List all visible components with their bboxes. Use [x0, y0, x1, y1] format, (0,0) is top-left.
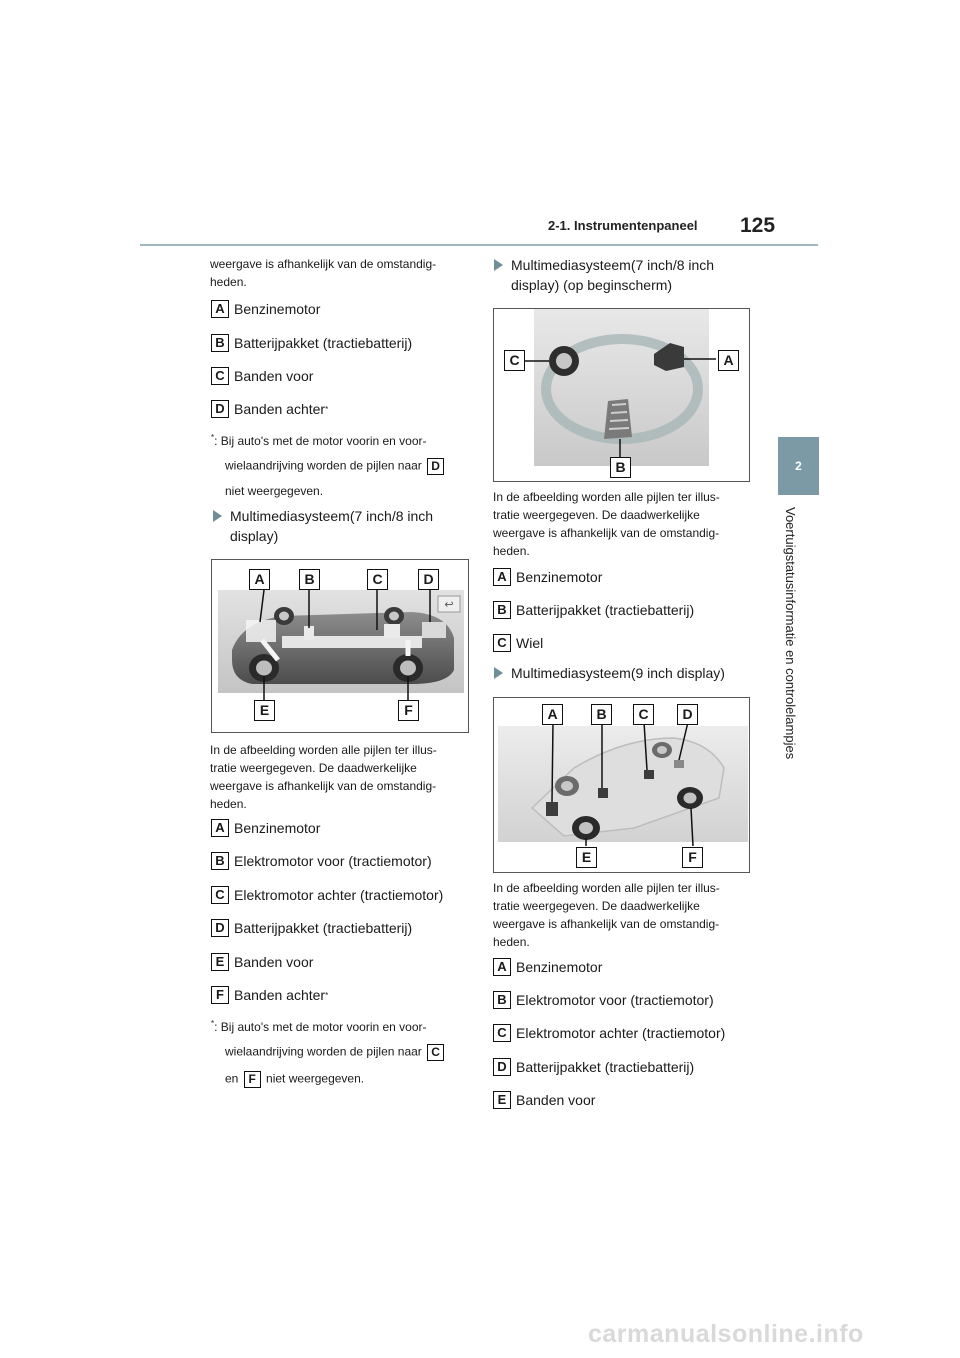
letter-label: D [211, 400, 229, 418]
footnote-star: * [211, 1019, 215, 1028]
list-item-text: Batterijpakket (tractiebatterij) [516, 602, 695, 618]
figure-home-screen [493, 308, 750, 482]
header-divider [140, 244, 818, 246]
list-item [493, 958, 602, 976]
footnote-text: wielaandrijving worden de pijlen naar [225, 1044, 422, 1059]
intro-line: heden. [210, 275, 247, 289]
figure-caption [493, 488, 720, 560]
figure-label-a: A [249, 569, 270, 590]
list-item-text: Banden achter [234, 987, 326, 1003]
list-item-text: Banden voor [234, 368, 314, 384]
list-item [493, 1058, 694, 1076]
footnote-line [211, 433, 427, 448]
figure-label-a: A [718, 350, 739, 371]
figure-label-c: C [633, 704, 654, 725]
letter-label: A [211, 300, 229, 318]
footnote-text: : Bij auto's met de motor voorin en voor- [214, 434, 427, 448]
figure-label-b: B [610, 457, 631, 478]
letter-label: F [244, 1071, 261, 1088]
caption-line: In de afbeelding worden alle pijlen ter illus- [210, 743, 437, 757]
bullet-line: display) [230, 528, 279, 544]
watermark[interactable]: carmanualsonline.info [588, 1320, 864, 1348]
letter-label: C [211, 367, 229, 385]
letter-label: C [211, 886, 229, 904]
bullet-arrow-icon [213, 510, 222, 522]
list-item-text: Batterijpakket (tractiebatterij) [234, 335, 413, 351]
letter-label: A [211, 819, 229, 837]
list-item-text: Benzinemotor [516, 569, 603, 585]
footnote-star: * [211, 433, 215, 442]
page-number: 125 [740, 214, 776, 237]
caption-line: heden. [493, 544, 530, 558]
section-title: 2-1. Instrumentenpaneel [548, 218, 698, 233]
list-item [211, 852, 432, 870]
home-screen-illustration [494, 309, 749, 481]
car-illustration-9-inch [494, 698, 749, 872]
footnote-text: wielaandrijving worden de pijlen naar [225, 458, 422, 473]
figure-label-e: E [254, 700, 275, 721]
figure-label-e: E [576, 847, 597, 868]
figure-label-b: B [299, 569, 320, 590]
caption-line: tratie weergegeven. De daadwerkelijke [493, 508, 700, 522]
caption-line: tratie weergegeven. De daadwerkelijke [210, 761, 417, 775]
list-item [493, 1024, 725, 1042]
figure-caption [493, 879, 720, 951]
letter-label: E [211, 953, 229, 971]
figure-car-7-8-inch [211, 559, 469, 733]
bullet-heading [209, 506, 433, 546]
list-item-text: Elektromotor voor (tractiemotor) [516, 992, 714, 1008]
footnote-line [225, 458, 446, 475]
bullet-line: Multimediasysteem(9 inch display) [511, 665, 725, 681]
caption-line: weergave is afhankelijk van de omstandig- [493, 917, 720, 931]
figure-label-f: F [682, 847, 703, 868]
footnote-text: niet weergegeven. [266, 1071, 365, 1086]
chapter-title-vertical: Voertuigstatusinformatie en controlelampjes [783, 507, 798, 760]
caption-line: weergave is afhankelijk van de omstandig- [493, 526, 720, 540]
caption-line: In de afbeelding worden alle pijlen ter illus- [493, 881, 720, 895]
list-item-text: Batterijpakket (tractiebatterij) [234, 920, 413, 936]
list-item-text: Banden voor [234, 954, 314, 970]
bullet-line: Multimediasysteem(7 inch/8 inch [230, 508, 434, 524]
list-item [211, 986, 328, 1004]
list-item-text: Benzinemotor [234, 820, 321, 836]
list-item [493, 1091, 595, 1109]
list-item [211, 819, 320, 837]
bullet-heading [490, 255, 714, 295]
letter-label: C [427, 1044, 444, 1061]
left-intro [210, 255, 436, 291]
list-item-text: Benzinemotor [516, 959, 603, 975]
letter-label: D [493, 1058, 511, 1076]
list-item [211, 367, 313, 385]
list-item-text: Elektromotor achter (tractiemotor) [234, 887, 444, 903]
list-item-text: Elektromotor voor (tractiemotor) [234, 853, 432, 869]
footnote-line [211, 1019, 427, 1034]
footnote-text: en [225, 1071, 239, 1086]
letter-label: D [427, 458, 444, 475]
list-item-text: Wiel [516, 635, 544, 651]
list-item [211, 953, 313, 971]
caption-line: weergave is afhankelijk van de omstandig- [210, 779, 437, 793]
list-item-text: Banden voor [516, 1092, 596, 1108]
letter-label: B [493, 991, 511, 1009]
figure-label-a: A [542, 704, 563, 725]
letter-label: B [211, 852, 229, 870]
letter-label: F [211, 986, 229, 1004]
figure-car-9-inch [493, 697, 750, 873]
figure-label-f: F [398, 700, 419, 721]
figure-label-c: C [504, 350, 525, 371]
figure-label-d: D [418, 569, 439, 590]
caption-line: tratie weergegeven. De daadwerkelijke [493, 899, 700, 913]
list-item [211, 334, 412, 352]
footnote-line: niet weergegeven. [225, 484, 324, 498]
footnote-line [225, 1044, 446, 1061]
letter-label: E [493, 1091, 511, 1109]
list-item-text: Batterijpakket (tractiebatterij) [516, 1059, 695, 1075]
figure-caption [210, 741, 437, 813]
chapter-tab: 2 [778, 437, 819, 495]
letter-label: D [211, 919, 229, 937]
bullet-arrow-icon [494, 259, 503, 271]
bullet-heading [490, 663, 725, 683]
list-item-text: Banden achter [234, 401, 326, 417]
letter-label: B [493, 601, 511, 619]
footnote-marker: * [325, 404, 329, 414]
list-item [211, 919, 412, 937]
footnote-line [225, 1071, 364, 1088]
intro-line: weergave is afhankelijk van de omstandig- [210, 257, 437, 271]
list-item [493, 601, 694, 619]
bullet-arrow-icon [494, 667, 503, 679]
svg-text:↩: ↩ [444, 598, 454, 611]
list-item [211, 300, 320, 318]
list-item [211, 400, 328, 418]
figure-label-b: B [591, 704, 612, 725]
bullet-line: display) (op beginscherm) [511, 277, 673, 293]
list-item [493, 634, 543, 652]
letter-label: A [493, 568, 511, 586]
figure-label-d: D [677, 704, 698, 725]
list-item [211, 886, 443, 904]
list-item [493, 991, 714, 1009]
caption-line: In de afbeelding worden alle pijlen ter illus- [493, 490, 720, 504]
letter-label: B [211, 334, 229, 352]
letter-label: A [493, 958, 511, 976]
footnote-marker: * [325, 990, 329, 1000]
bullet-line: Multimediasysteem(7 inch/8 inch [511, 257, 715, 273]
figure-label-c: C [367, 569, 388, 590]
list-item-text: Elektromotor achter (tractiemotor) [516, 1025, 726, 1041]
list-item-text: Benzinemotor [234, 301, 321, 317]
caption-line: heden. [493, 935, 530, 949]
letter-label: C [493, 1024, 511, 1042]
caption-line: heden. [210, 797, 247, 811]
letter-label: C [493, 634, 511, 652]
footnote-text: : Bij auto's met de motor voorin en voor- [214, 1020, 427, 1034]
list-item [493, 568, 602, 586]
